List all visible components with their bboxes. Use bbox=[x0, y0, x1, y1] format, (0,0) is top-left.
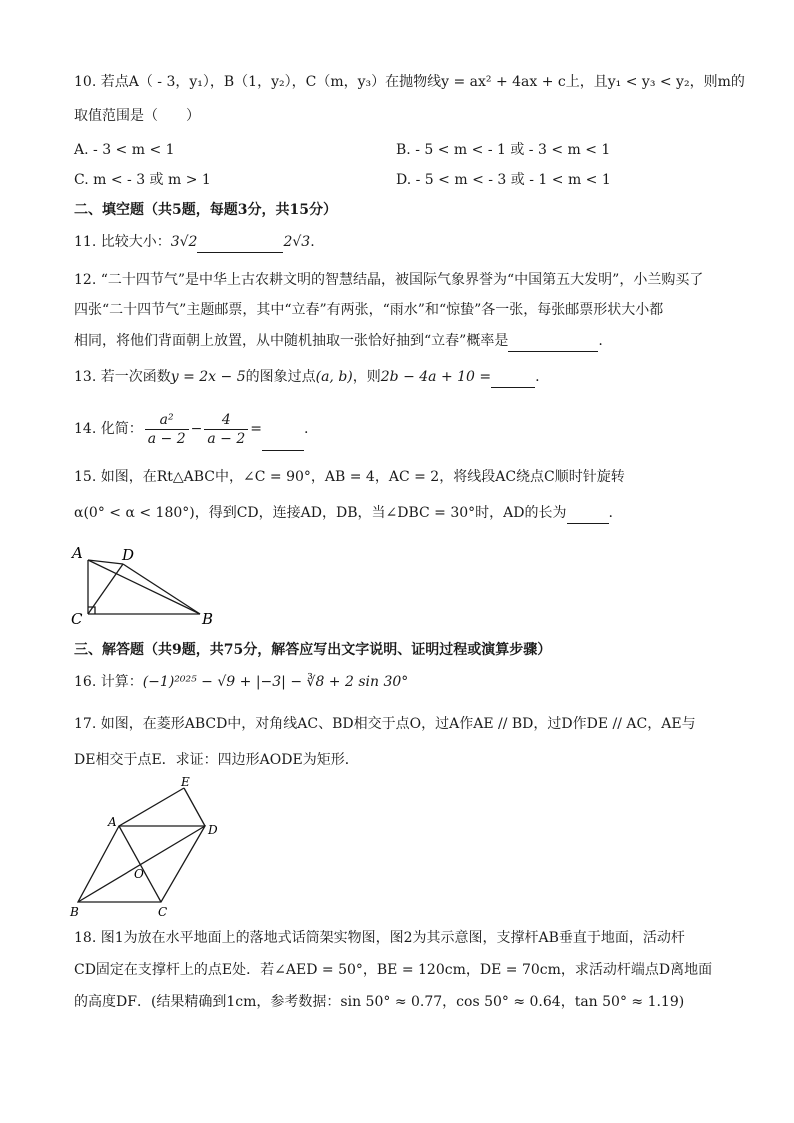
q15-answer-blank bbox=[567, 503, 609, 524]
q16 bbox=[74, 672, 408, 692]
label-a: A bbox=[72, 544, 83, 562]
label-c: C bbox=[71, 610, 83, 628]
q15-line2 bbox=[74, 503, 613, 524]
q14-fraction-2 bbox=[204, 411, 248, 448]
diagonal-bd bbox=[78, 826, 205, 902]
q14-denominator-1: a − 2 bbox=[147, 430, 186, 447]
q14-numerator-1: a² bbox=[145, 411, 189, 430]
q14-prefix: 14. 化简： bbox=[74, 421, 143, 437]
q10-option-d: D. - 5 < m < - 3 或 - 1 < m < 1 bbox=[396, 172, 611, 188]
label-o: O bbox=[134, 867, 144, 881]
segment-ab bbox=[88, 560, 200, 614]
q14-answer-blank bbox=[262, 408, 304, 451]
q13-expression: 2b − 4a + 10 = bbox=[380, 369, 492, 385]
label-a: A bbox=[108, 815, 117, 829]
q11-prefix: 11. 比较大小： bbox=[74, 234, 171, 250]
q12-answer-blank bbox=[508, 331, 598, 352]
q11-left-expr: 3√2 bbox=[170, 234, 198, 250]
q14 bbox=[74, 408, 308, 451]
q14-equals: = bbox=[250, 421, 262, 437]
label-e: E bbox=[181, 775, 190, 789]
label-c: C bbox=[158, 905, 168, 919]
q17-line1: 17. 如图，在菱形ABCD中，对角线AC、BD相交于点O，过A作AE // BD，过D作DE // AC，AE与 bbox=[74, 716, 696, 732]
diagonal-ac bbox=[119, 826, 161, 902]
q17-line2: DE相交于点E．求证：四边形AODE为矩形． bbox=[74, 752, 359, 768]
q17-figure bbox=[64, 774, 234, 924]
q15-end: . bbox=[608, 505, 613, 521]
q14-minus: − bbox=[190, 421, 203, 437]
q13-mid: 的图象过点 bbox=[245, 369, 316, 385]
section-fill-in-heading: 二、填空题（共5题，每题3分，共15分） bbox=[74, 202, 337, 218]
q18-line1: 18. 图1为放在水平地面上的落地式话筒架实物图，图2为其示意图，支撑杆AB垂直于地面，活动杆 bbox=[74, 930, 685, 946]
q13 bbox=[74, 367, 540, 388]
q13-end: . bbox=[535, 369, 540, 385]
q12-line2: 四张“二十四节气”主题邮票，其中“立春”有两张，“雨水”和“惊蛰”各一张，每张邮票形状大小都 bbox=[74, 302, 664, 318]
q10-option-c: C. m < - 3 或 m > 1 bbox=[74, 172, 211, 188]
q10-option-b: B. - 5 < m < - 1 或 - 3 < m < 1 bbox=[396, 142, 611, 158]
q13-prefix: 13. 若一次函数 bbox=[74, 369, 171, 385]
q13-function: y = 2x − 5 bbox=[170, 369, 246, 385]
q11-end: . bbox=[310, 234, 315, 250]
q10-option-a: A. - 3 < m < 1 bbox=[74, 142, 175, 158]
q14-denominator-2: a − 2 bbox=[207, 430, 246, 447]
label-d: D bbox=[122, 546, 135, 564]
segment-db bbox=[123, 564, 200, 614]
q13-answer-blank bbox=[491, 367, 535, 388]
label-b: B bbox=[202, 610, 214, 628]
q11 bbox=[74, 232, 315, 253]
q10-stem-line1: 10. 若点A（ - 3，y₁），B（1，y₂），C（m，y₃）在抛物线y = ax² + 4ax + c上，且y₁ < y₃ < y₂，则m的 bbox=[74, 74, 745, 90]
q12-line3 bbox=[74, 331, 603, 352]
q15-figure bbox=[66, 540, 226, 630]
q13-point: (a, b) bbox=[315, 369, 353, 385]
q11-right-expr: 2√3 bbox=[283, 234, 311, 250]
segment-ae bbox=[119, 788, 184, 826]
q12-line1: 12. “二十四节气”是中华上古农耕文明的智慧结晶，被国际气象界誉为“中国第五大发明”，小兰购买了 bbox=[74, 272, 704, 288]
q14-fraction-1 bbox=[145, 411, 189, 448]
q14-numerator-2: 4 bbox=[204, 411, 248, 430]
q18-line3: 的高度DF．(结果精确到1cm，参考数据：sin 50° ≈ 0.77，cos 50° ≈ 0.64，tan 50° ≈ 1.19) bbox=[74, 994, 685, 1010]
q16-expression: (−1)²⁰²⁵ − √9 + |−3| − ∛8 + 2 sin 30° bbox=[142, 674, 409, 690]
q18-line2: CD固定在支撑杆上的点E处．若∠AED = 50°，BE = 120cm，DE = 70cm，求活动杆端点D离地面 bbox=[74, 962, 713, 978]
label-b: B bbox=[70, 905, 79, 919]
q15-line1: 15. 如图，在Rt△ABC中，∠C = 90°，AB = 4，AC = 2，将线段AC绕点C顺时针旋转 bbox=[74, 469, 625, 485]
q13-mid2: ，则 bbox=[352, 369, 381, 385]
q16-prefix: 16. 计算： bbox=[74, 674, 143, 690]
q12-end: . bbox=[598, 333, 603, 349]
q15-line2-text: α(0° < α < 180°)，得到CD，连接AD，DB，当∠DBC = 30°时，AD的长为 bbox=[74, 505, 567, 521]
segment-de bbox=[184, 788, 205, 826]
label-d: D bbox=[208, 823, 218, 837]
q11-answer-blank bbox=[197, 232, 283, 253]
section-answer-heading: 三、解答题（共9题，共75分，解答应写出文字说明、证明过程或演算步骤） bbox=[74, 642, 552, 658]
q12-line3-text: 相同，将他们背面朝上放置，从中随机抽取一张恰好抽到“立春”概率是 bbox=[74, 333, 509, 349]
q10-stem-line2: 取值范围是（ ） bbox=[74, 108, 200, 124]
q14-end: . bbox=[303, 421, 309, 437]
